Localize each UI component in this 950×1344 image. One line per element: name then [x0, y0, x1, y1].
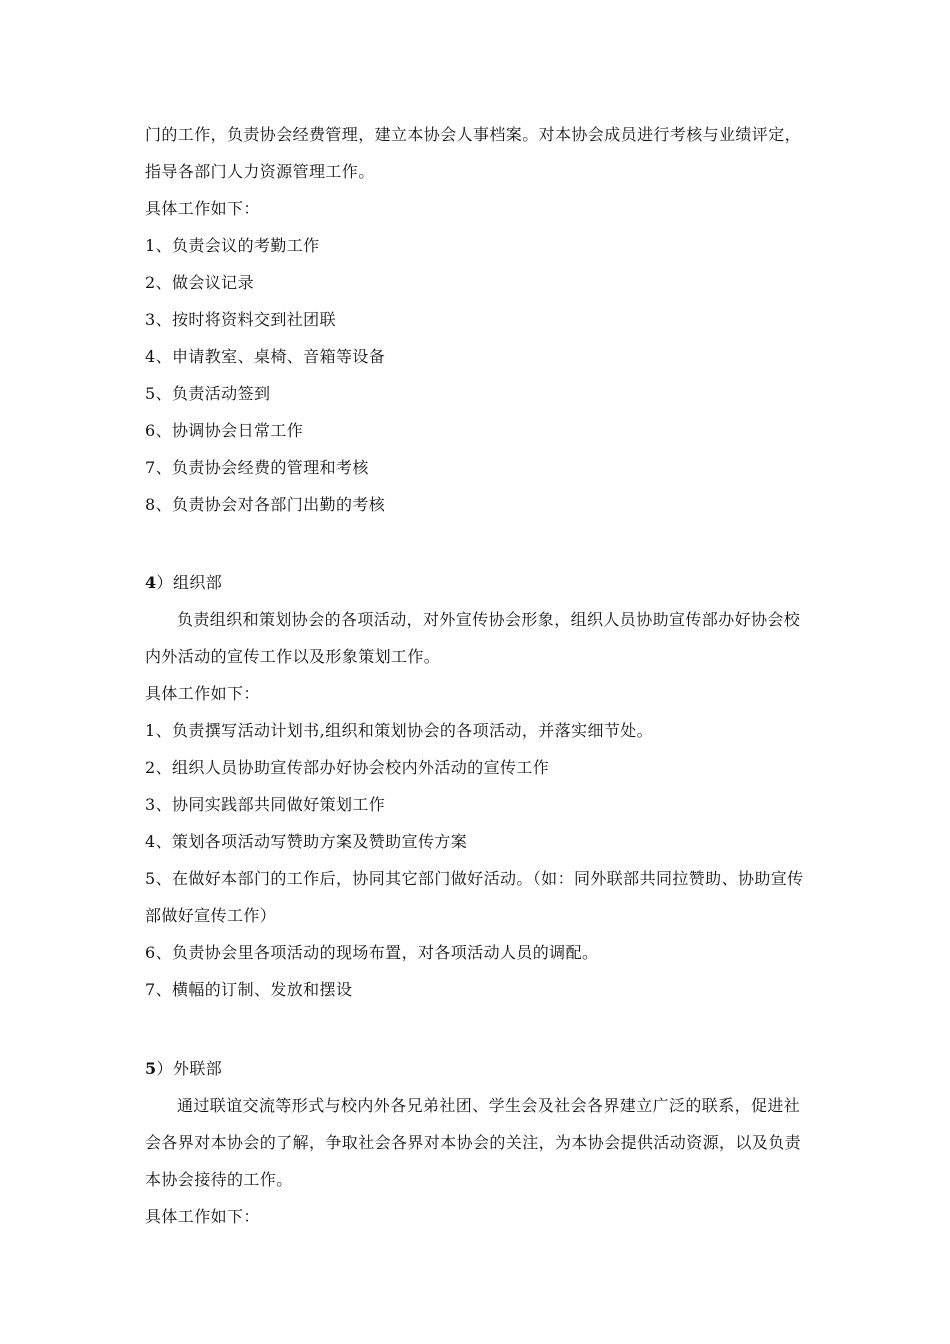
section4-heading: [145, 564, 810, 601]
section5-heading: [145, 1050, 810, 1087]
section4-task-item: 3、协同实践部共同做好策划工作: [145, 795, 386, 814]
section3-paragraph-line1: 门的工作，负责协会经费管理，建立本协会人事档案。对本协会成员进行考核与业绩评定，: [145, 125, 802, 144]
section5-paragraph-line3: 本协会接待的工作。: [145, 1170, 293, 1189]
section4-number: 4: [145, 573, 157, 592]
section3-task-item: 4、申请教室、桌椅、音箱等设备: [145, 347, 386, 366]
section4-task-item: 5、在做好本部门的工作后，协同其它部门做好活动。（如：同外联部共同拉赞助、协助宣传: [145, 869, 804, 888]
section4-task-item: 6、负责协会里各项活动的现场布置，对各项活动人员的调配。: [145, 943, 599, 962]
section4-task-item: 1、负责撰写活动计划书,组织和策划协会的各项活动，并落实细节处。: [145, 721, 654, 740]
section3-block: [145, 116, 810, 523]
section3-paragraph-line2: 指导各部门人力资源管理工作。: [145, 162, 375, 181]
section3-task-item: 7、负责协会经费的管理和考核: [145, 458, 369, 477]
section4-task-item: 4、策划各项活动写赞助方案及赞助宣传方案: [145, 832, 468, 851]
section3-task-item: 5、负责活动签到: [145, 384, 271, 403]
section3-task-item: 2、做会议记录: [145, 273, 254, 292]
section5-paragraph-line2: 会各界对本协会的了解，争取社会各界对本协会的关注，为本协会提供活动资源，以及负责: [145, 1133, 802, 1152]
section4-task-item: 2、组织人员协助宣传部办好协会校内外活动的宣传工作: [145, 758, 550, 777]
section4-paragraph-line1: 负责组织和策划协会的各项活动，对外宣传协会形象，组织人员协助宣传部办好协会校: [177, 610, 801, 629]
section4-paragraph-line2: 内外活动的宣传工作以及形象策划工作。: [145, 647, 441, 666]
section4-tasks-heading: 具体工作如下：: [145, 684, 260, 703]
section3-tasks-heading: 具体工作如下：: [145, 199, 260, 218]
section4-task-item-continued: 部做好宣传工作）: [145, 906, 277, 925]
section5-tasks-heading: 具体工作如下：: [145, 1207, 260, 1226]
section5-block: [145, 1050, 810, 1235]
section4-task-item: 7、横幅的订制、发放和摆设: [145, 980, 353, 999]
section3-task-item: 3、按时将资料交到社团联: [145, 310, 336, 329]
section5-number: 5: [145, 1059, 157, 1078]
section3-task-item: 1、负责会议的考勤工作: [145, 236, 320, 255]
section5-title: ）外联部: [156, 1059, 223, 1078]
section5-paragraph-line1: 通过联谊交流等形式与校内外各兄弟社团、学生会及社会各界建立广泛的联系，促进社: [177, 1096, 801, 1115]
section3-task-item: 8、负责协会对各部门出勤的考核: [145, 495, 386, 514]
section4-title: ）组织部: [156, 573, 223, 592]
section3-task-item: 6、协调协会日常工作: [145, 421, 304, 440]
section4-block: [145, 564, 810, 1008]
